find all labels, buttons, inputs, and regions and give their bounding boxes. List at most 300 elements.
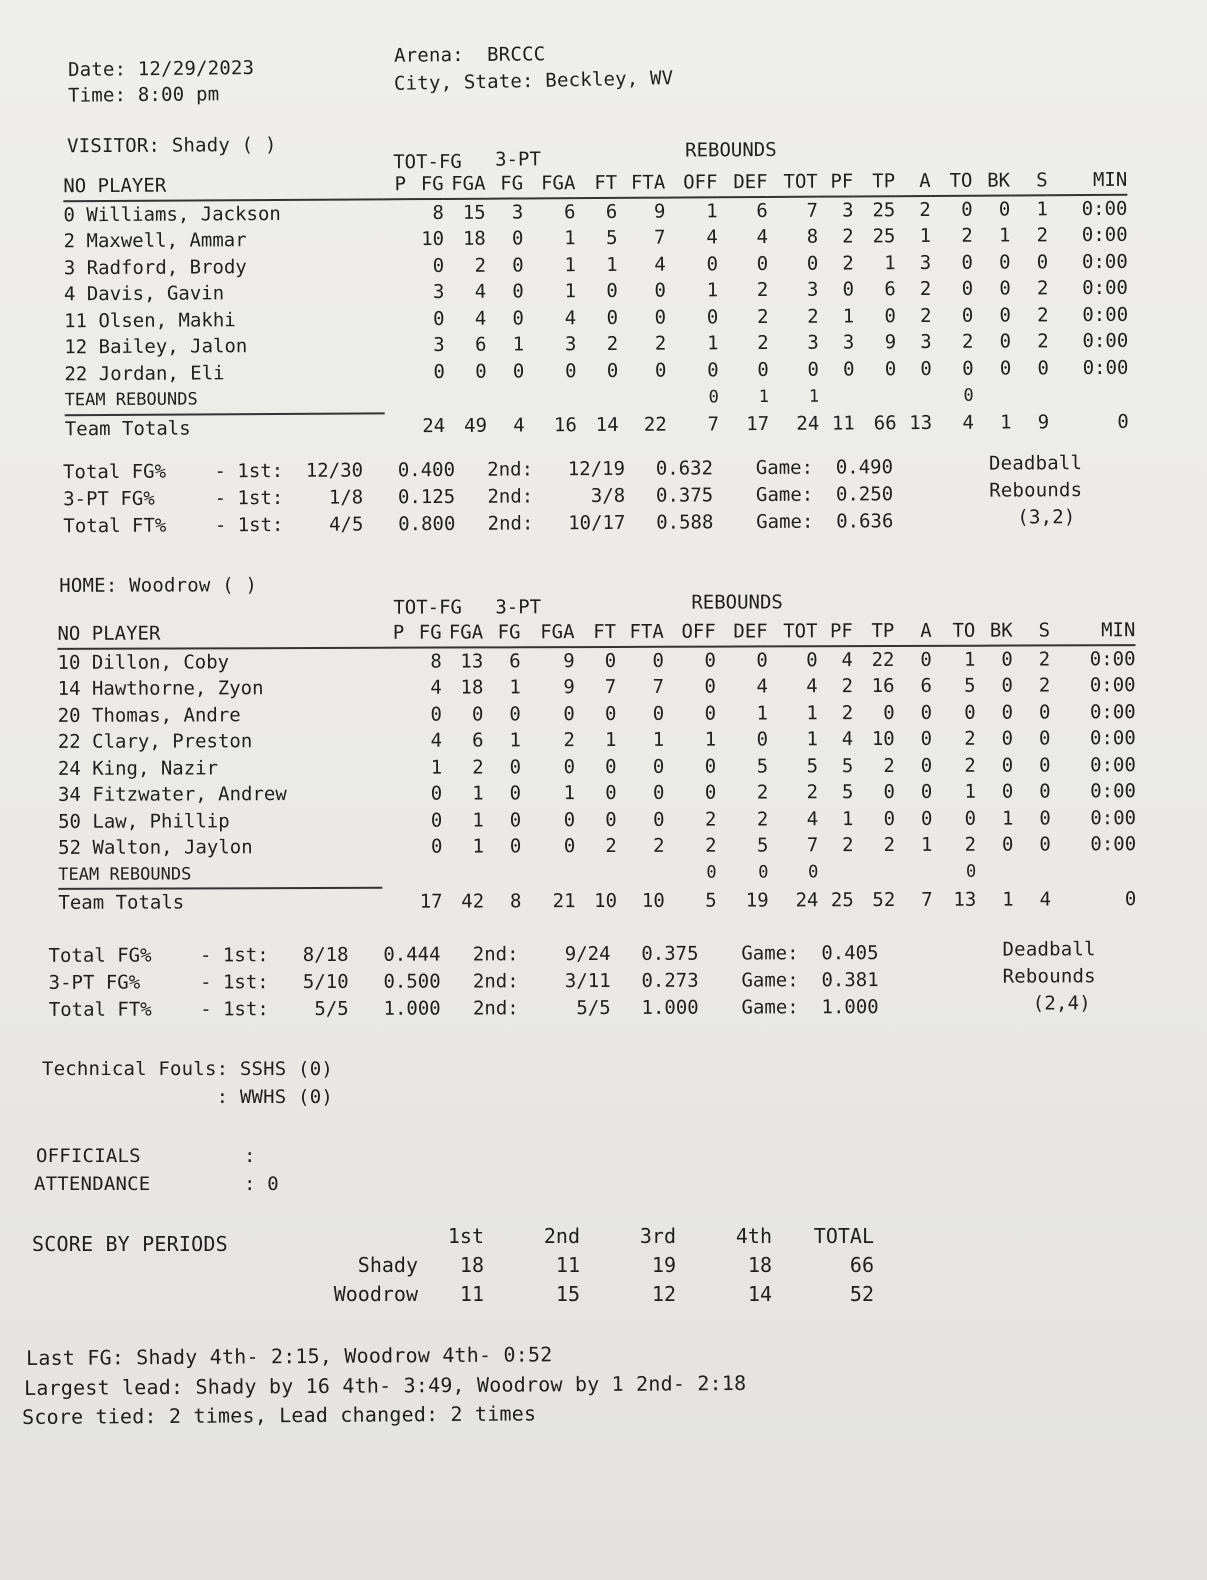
stat-cell: 0 (652, 755, 665, 778)
stat-cell: 5 (705, 889, 717, 912)
col-header: P (383, 171, 406, 199)
shooting-pct-cell: 0.800 (398, 512, 456, 535)
stat-cell: 4 (841, 728, 854, 751)
stat-cell: 2 (842, 252, 854, 275)
stat-cell: 13 (460, 650, 484, 673)
period-header: 3rd (639, 1223, 676, 1248)
score-cell: 15 (555, 1281, 580, 1306)
stat-cell: 0 (653, 808, 665, 831)
stat-cell: 0:00 (1082, 356, 1129, 379)
stat-cell: 0 (707, 359, 719, 382)
player-row (58, 725, 1136, 755)
stat-cell: 2 (842, 834, 854, 857)
stat-cell: 0 (1001, 701, 1014, 724)
stat-cell: 0 (563, 808, 576, 831)
stat-cell: 0 (433, 307, 445, 330)
stat-cell: 0 (808, 862, 819, 883)
stat-cell: 0 (1001, 754, 1014, 777)
stat-cell: 0 (758, 862, 769, 883)
stat-cell: 7 (652, 676, 665, 699)
stat-cell: 7 (654, 226, 666, 249)
stat-cell: 0 (1037, 357, 1049, 380)
stat-cell: 1 (841, 807, 854, 830)
group-header-rebounds: REBOUNDS (685, 138, 777, 162)
officials-value: : (244, 1145, 256, 1167)
col-header: PF (817, 618, 852, 646)
stat-cell: 8 (510, 890, 522, 913)
player-name: 10 Dillon, Coby (57, 651, 230, 674)
stat-cell: 2 (757, 332, 769, 355)
stat-cell: 5 (756, 834, 769, 857)
stat-cell (1051, 858, 1136, 886)
stat-cell: 4 (706, 226, 718, 249)
home-title: HOME: Woodrow ( ) (59, 574, 258, 597)
shooting-pct-cell: 3-PT FG% (48, 971, 141, 994)
stat-cell: 15 (462, 201, 486, 224)
player-name: 4 Davis, Gavin (63, 282, 225, 306)
stat-cell: 6 (756, 199, 768, 222)
shooting-pct-cell: 0.632 (655, 456, 714, 480)
stat-cell: 6 (509, 650, 521, 673)
shooting-pct-cell: 0.588 (656, 510, 714, 534)
shooting-pct-cell: 9/24 (564, 942, 611, 965)
stat-cell: 52 (872, 888, 896, 911)
visitor-deadball-value: (3,2) (1017, 506, 1076, 529)
stat-cell (521, 860, 575, 888)
stat-cell: 5 (841, 781, 854, 804)
stat-cell: 9 (884, 331, 897, 354)
player-name: 22 Jordan, Eli (64, 362, 225, 386)
period-header-blank (300, 1221, 418, 1250)
col-header: FG (483, 619, 520, 647)
player-name: 34 Fitzwater, Andrew (57, 783, 287, 807)
stat-cell: 1 (919, 225, 932, 248)
stat-cell: 2 (919, 304, 932, 327)
attendance-label: ATTENDANCE (34, 1173, 151, 1195)
col-header: FGA (523, 170, 575, 198)
stat-cell: 0 (883, 701, 895, 724)
col-header: FGA (442, 619, 484, 647)
stat-cell: 0:00 (1090, 833, 1137, 856)
stat-cell: 0 (704, 649, 716, 672)
team-totals-label: Team Totals (58, 891, 185, 915)
col-header: DEF (716, 618, 768, 646)
stat-cell: 2 (474, 254, 487, 277)
stat-cell: 6 (884, 278, 896, 301)
stat-cell: 0 (920, 807, 933, 830)
stat-cell: 0 (563, 835, 576, 858)
shooting-pct-cell: 2nd: (487, 457, 534, 481)
stat-cell: 3 (841, 199, 854, 222)
stat-cell: 0 (706, 253, 719, 276)
visitor-deadball-rebounds: Rebounds (989, 479, 1083, 502)
stat-cell: 2 (1037, 330, 1049, 353)
stat-cell: 6 (564, 200, 576, 223)
player-name: 52 Walton, Jaylon (58, 836, 253, 860)
col-header: MIN (1048, 167, 1128, 195)
player-name: 2 Maxwell, Ammar (63, 229, 247, 253)
home-stats-table (57, 617, 1136, 916)
stat-cell: 2 (1037, 304, 1049, 327)
shooting-pct-cell: - 1st: (188, 943, 269, 966)
stat-cell (617, 859, 665, 887)
stat-cell: 16 (553, 414, 577, 437)
stat-cell: 0 (512, 254, 524, 277)
stat-cell: 0 (432, 254, 445, 277)
shooting-pct-cell: 5/5 (314, 997, 349, 1020)
stat-cell: 0 (1038, 727, 1051, 750)
stat-cell: 1 (758, 386, 770, 407)
stat-cell: 2 (883, 834, 896, 857)
shooting-pct-cell: Game: (741, 968, 799, 992)
stat-cell: 0 (998, 198, 1011, 221)
stat-cell: 0 (704, 755, 717, 778)
shooting-pct-cell: Total FG% (62, 460, 167, 483)
stat-cell: 1 (706, 279, 719, 302)
col-header: FTA (616, 619, 664, 647)
stat-cell (382, 675, 405, 702)
stat-cell: 4 (654, 253, 666, 276)
shooting-pct-cell: 3-PT FG% (63, 487, 155, 510)
stat-cell: 2 (964, 754, 976, 777)
col-header: TP (853, 618, 895, 646)
stat-cell: 0:00 (1090, 780, 1137, 803)
stat-cell (382, 728, 405, 755)
col-header: TOT (768, 618, 818, 646)
stat-cell: 2 (756, 305, 769, 328)
stat-cell: 24 (422, 415, 446, 438)
stat-cell: 1 (564, 227, 576, 250)
stat-cell: 1 (706, 200, 718, 223)
stat-cell: 3 (920, 331, 932, 354)
stat-cell: 0 (605, 808, 617, 831)
stat-cell: 0:00 (1082, 330, 1129, 353)
city-state: City, State: Beckley, WV (393, 67, 674, 95)
shooting-pct-cell: 0.250 (835, 482, 894, 506)
stat-cell: 0 (962, 357, 974, 380)
stat-cell: 9 (653, 200, 666, 223)
stat-cell: 0 (963, 385, 974, 406)
stat-cell (1014, 858, 1051, 886)
stat-cell: 2 (806, 781, 819, 804)
stat-cell: 22 (871, 648, 895, 671)
stat-cell: 0 (430, 782, 443, 805)
stat-cell: 1 (808, 386, 820, 407)
stat-cell: 1 (964, 780, 976, 803)
stat-cell: 0 (706, 306, 719, 329)
shooting-pct-cell: 8/18 (302, 943, 349, 966)
stat-cell: 1 (564, 280, 577, 303)
shooting-pct-cell: 5/5 (576, 996, 611, 1019)
stat-cell: 6 (472, 729, 484, 752)
stat-cell: 0:00 (1081, 250, 1128, 273)
player-row (58, 672, 1136, 702)
stat-cell: 66 (873, 412, 897, 435)
score-cell: 12 (651, 1281, 676, 1306)
col-header: A (895, 168, 931, 196)
stat-cell: 4 (1039, 888, 1052, 911)
stat-cell: 0:00 (1082, 303, 1129, 326)
group-header-totfg: TOT-FG (393, 150, 462, 174)
stat-cell: 2 (883, 754, 895, 777)
stat-cell: 16 (871, 675, 895, 698)
col-header: S (1013, 617, 1050, 645)
stat-cell: 0 (756, 728, 769, 751)
stat-cell: 0 (920, 754, 933, 777)
shooting-pct-cell: 0.375 (641, 942, 699, 965)
col-header-no-player: NO PLAYER (63, 171, 383, 200)
stat-cell: 2 (919, 278, 932, 301)
stat-cell: 2 (653, 835, 665, 858)
stat-cell: 0 (756, 252, 769, 275)
stat-cell: 0 (471, 703, 484, 726)
col-header: FT (575, 170, 617, 198)
shooting-pct-cell: Game: (755, 456, 814, 479)
visitor-deadball-label: Deadball (988, 452, 1083, 475)
stat-cell: 0 (654, 306, 667, 329)
stat-cell: 13 (953, 888, 977, 911)
stat-cell: 0 (654, 279, 666, 302)
score-cell: 11 (555, 1252, 580, 1277)
stat-cell: 1 (920, 834, 933, 857)
stat-cell: 2 (807, 305, 819, 328)
stat-cell: 10 (871, 728, 895, 751)
stat-cell: 0 (475, 360, 487, 383)
shooting-pct-row (49, 966, 879, 996)
stat-cell: 0 (920, 728, 933, 751)
stat-cell: 0 (883, 807, 896, 830)
shooting-pct-cell: - 1st: (188, 997, 269, 1020)
stat-cell (895, 858, 932, 886)
shooting-pct-cell: Game: (755, 483, 814, 506)
stat-cell: 2 (472, 756, 484, 779)
shooting-pct-cell: 0.125 (397, 485, 456, 508)
stat-cell: 2 (961, 330, 974, 354)
shooting-pct-cell: 3/11 (564, 969, 611, 992)
stat-cell: 0 (511, 227, 524, 250)
player-row (58, 778, 1136, 808)
col-header: PF (818, 168, 854, 196)
score-cell: 52 (849, 1281, 874, 1306)
home-deadball-label: Deadball (1002, 938, 1096, 961)
stat-cell: 0 (961, 198, 973, 221)
shooting-pct-cell: Total FT% (63, 514, 167, 537)
shooting-pct-cell: - 1st: (203, 513, 284, 536)
col-header: FGA (521, 619, 575, 647)
player-row (58, 805, 1136, 835)
stat-cell: 0 (1039, 807, 1051, 830)
stat-cell: 18 (462, 227, 486, 251)
stat-cell: 0 (1001, 727, 1014, 750)
shooting-pct-cell: 1.000 (383, 997, 441, 1020)
col-header: MIN (1050, 617, 1135, 645)
player-name: 14 Hawthorne, Zyon (57, 677, 264, 701)
officials-label: OFFICIALS (36, 1145, 141, 1167)
stat-cell: 0 (964, 701, 976, 724)
stat-cell: 0 (704, 702, 717, 725)
col-header: TO (932, 618, 976, 646)
home-deadball-rebounds: Rebounds (1002, 965, 1096, 988)
stat-cell (382, 807, 405, 834)
stat-cell (382, 701, 405, 728)
stat-cell: 0:00 (1081, 224, 1128, 247)
stat-cell (854, 858, 896, 886)
stat-cell: 4 (756, 226, 769, 249)
largest-lead: Largest lead: Shady by 16 4th- 3:49, Woodrow by 1 2nd- 2:18 (24, 1370, 747, 1400)
stat-cell: 0 (999, 277, 1011, 300)
stat-cell: 2 (756, 279, 769, 302)
shooting-pct-cell: 0.444 (383, 943, 441, 966)
shooting-pct-cell: - 1st: (202, 459, 284, 482)
stat-cell (442, 860, 484, 888)
stat-cell: 1 (509, 676, 521, 699)
stat-cell: 0 (807, 358, 820, 381)
col-header: TO (931, 168, 973, 196)
stat-cell: 8 (432, 201, 444, 224)
player-name: 20 Thomas, Andre (57, 704, 241, 727)
stat-cell: 9 (1037, 411, 1050, 434)
shooting-pct-cell: 0.375 (655, 483, 714, 507)
period-header: 2nd (543, 1223, 580, 1248)
stat-cell: 0 (920, 781, 933, 804)
col-header: FT (575, 619, 617, 647)
stat-cell: 0 (433, 360, 445, 383)
stat-cell: 0 (757, 358, 769, 381)
stat-cell: 13 (909, 412, 933, 435)
stat-cell: 0 (1039, 833, 1051, 856)
stat-cell: 2 (704, 808, 717, 831)
player-name: 22 Clary, Preston (57, 730, 253, 754)
shooting-pct-row (49, 993, 879, 1023)
score-cell: 11 (459, 1281, 484, 1306)
stat-cell: 3 (807, 331, 819, 354)
stat-cell: 0 (961, 277, 974, 301)
shooting-pct-cell: Game: (741, 995, 799, 1019)
stat-cell: 0 (509, 756, 522, 779)
stat-cell: 0 (706, 862, 717, 883)
stat-cell: 0 (654, 359, 667, 382)
shooting-pct-cell: 2nd: (472, 969, 519, 992)
score-cell: 18 (747, 1252, 772, 1277)
home-shooting-pct (48, 939, 878, 1023)
stat-cell: 5 (964, 674, 976, 697)
stat-cell: 1 (652, 729, 665, 752)
stat-cell (575, 859, 617, 887)
stat-cell: 1 (704, 728, 717, 751)
stat-cell: 0 (704, 675, 717, 698)
stat-cell: 0:00 (1089, 674, 1136, 697)
stat-cell: 24 (795, 888, 819, 912)
player-name: 3 Radford, Brody (63, 255, 247, 280)
shooting-pct-cell: 0.273 (641, 969, 699, 992)
stat-cell: 0 (708, 387, 719, 408)
stat-cell: 8 (430, 650, 442, 673)
stat-cell: 0 (430, 703, 442, 726)
player-row (58, 699, 1136, 729)
stat-cell: 1 (564, 253, 576, 276)
group-header-rebounds: REBOUNDS (691, 591, 783, 614)
stat-cell: 0 (1117, 411, 1129, 434)
period-header: 1st (447, 1223, 484, 1248)
stat-cell: 0 (606, 306, 619, 329)
stat-cell: 3 (806, 278, 819, 301)
score-cell: 18 (459, 1252, 484, 1277)
stat-cell: 25 (872, 225, 896, 248)
stat-cell: 0 (964, 807, 977, 830)
stat-cell: 0 (430, 835, 443, 858)
player-row (58, 831, 1136, 861)
score-cell: 19 (651, 1252, 676, 1277)
shooting-pct-cell: 1.000 (821, 995, 879, 1018)
stat-cell: 7 (806, 834, 819, 857)
stat-cell: 4 (430, 676, 442, 699)
stat-cell: 1 (1001, 807, 1014, 830)
shooting-pct-cell: - 1st: (188, 970, 269, 993)
stat-cell: 0 (652, 649, 664, 672)
stat-cell: 7 (921, 888, 933, 911)
score-tied: Score tied: 2 times, Lead changed: 2 times (22, 1401, 537, 1429)
technical-fouls-line1: Technical Fouls: SSHS (0) (42, 1058, 333, 1080)
score-by-periods-table (300, 1221, 874, 1308)
stat-cell: 0 (563, 702, 575, 725)
technical-fouls-line2: : WWHS (0) (42, 1086, 333, 1108)
stat-cell: 0 (1039, 780, 1051, 803)
shooting-pct-cell: 5/10 (302, 970, 349, 993)
stat-cell: 0 (1038, 701, 1051, 724)
col-header: FTA (617, 170, 665, 198)
stat-cell: 7 (707, 413, 720, 436)
stat-cell: 0 (756, 649, 768, 672)
shooting-pct-cell: Game: (756, 510, 814, 533)
stat-cell: 1 (884, 251, 896, 275)
team-rebounds-label: TEAM REBOUNDS (58, 860, 382, 889)
stat-cell: 0 (884, 304, 897, 328)
stat-cell: 0 (605, 755, 617, 778)
stat-cell (382, 754, 405, 781)
stat-cell: 0 (961, 304, 974, 327)
stat-cell: 0 (606, 359, 619, 382)
shooting-pct-cell: 12/30 (305, 458, 364, 482)
stat-cell: 9 (563, 676, 575, 699)
stat-cell: 5 (806, 754, 819, 778)
shooting-pct-cell: 12/19 (567, 457, 626, 480)
stat-cell: 0 (606, 280, 618, 303)
stat-cell: 19 (745, 889, 769, 912)
team-totals-label: Team Totals (64, 417, 191, 441)
stat-cell: 4 (564, 306, 577, 329)
stat-cell: 25 (830, 888, 854, 911)
stat-cell (976, 858, 1013, 886)
stat-cell: 1 (842, 305, 855, 328)
stat-cell: 2 (654, 332, 667, 355)
col-header: A (894, 618, 931, 646)
stat-cell: 4 (962, 411, 975, 435)
stat-cell: 4 (474, 280, 487, 304)
col-header: TP (853, 168, 895, 196)
stat-cell (405, 860, 442, 888)
stat-cell: 0:00 (1089, 727, 1136, 750)
attendance-value: : 0 (244, 1173, 279, 1195)
stat-cell: 1 (509, 729, 521, 752)
stat-cell: 0 (605, 782, 617, 805)
col-header: FG (485, 170, 523, 198)
stat-cell: 0 (604, 649, 617, 672)
stat-cell: 0:00 (1082, 277, 1129, 300)
home-deadball-value: (2,4) (1032, 992, 1091, 1015)
stat-cell: 42 (461, 890, 485, 913)
stat-cell (382, 834, 405, 861)
stat-cell: 5 (841, 754, 854, 777)
